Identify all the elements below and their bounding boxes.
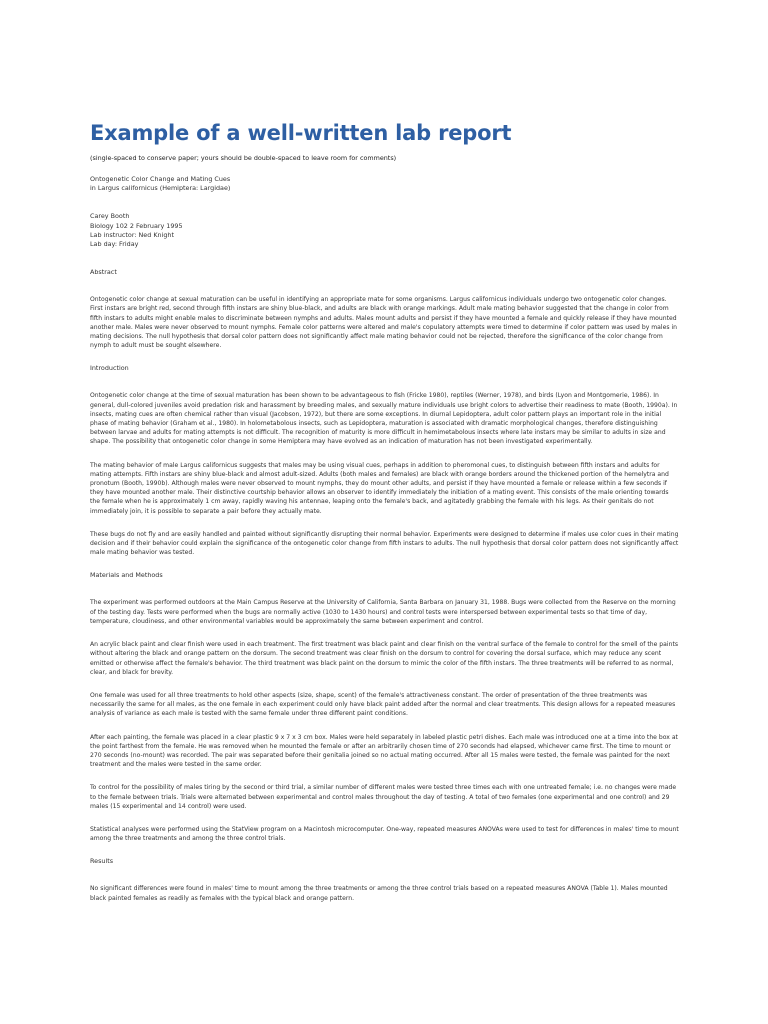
author-name: Carey Booth bbox=[90, 212, 130, 221]
page-title: Example of a well-written lab report bbox=[90, 121, 512, 145]
lab-instructor: Lab instructor: Ned Knight bbox=[90, 230, 174, 239]
results-paragraph: No significant differences were found in males' time to mount among the three treatments or among the three control trials based on a repeated measures ANOVA (Table 1). Males mounted black painted females as readily as females with the typical black and orange pattern. bbox=[90, 885, 668, 902]
methods-paragraph: An acrylic black paint and clear finish were used in each treatment. The first treatment was black paint and clear finish on the ventral surface of the female to control for the smell of the paints without altering the black and orange pattern on the dorsum. The second treatment was clear finish on the dorsum to control for covering the dorsal surface, which may reduce any scent emitted or otherwise affect the female's behavior. The third treatment was black paint on the dorsum to mimic the color of the fifth instars. The three treatments will be referred to as normal, clear, and black for brevity. bbox=[90, 641, 679, 676]
results-heading: Results bbox=[90, 857, 114, 866]
introduction-paragraph: These bugs do not fly and are easily handled and painted without significantly disrupting their normal behavior. Experiments were designed to determine if males use color cues in their mating decision and if their behavior could explain the significance of the ontogenetic color change from fifth instars to adults. The null hypothesis that dorsal color pattern does not significantly affect male mating behavior was tested. bbox=[90, 530, 679, 557]
introduction-paragraph: Ontogenetic color change at the time of sexual maturation has been shown to be advantageous to fish (Fricke 1980), reptiles (Werner, 1978), and birds (Lyon and Montgomerie, 1986). In general, dull-colored juveniles avoid predation risk and harassment by breeding males, and sexually mature individuals use bright colors to advertise their readiness to mate (Booth, 1990a). In insects, mating cues are often chemical rather than visual (Jacobson, 1972), but there are some exceptions. In diurnal Lepidoptera, adult color pattern plays an important role in the initial phase of mating behavior (Graham et al., 1980). In holometabolous insects, such as Lepidoptera, maturation is associated with dramatic morphological changes, therefore distinguishing between larvae and adults for mating attempts is not difficult. The recognition of maturity is more difficult in hemimetabolous insects where late instars may be similar to adults in size and shape. The possibility that ontogenetic color change in some Hemiptera may have evolved as an indication of maturation has not been investigated experimentally. bbox=[90, 392, 678, 446]
author-info-block bbox=[90, 212, 680, 249]
spacing-note: (single-spaced to conserve paper; yours should be double-spaced to leave room for comments) bbox=[90, 154, 397, 162]
methods-heading: Materials and Methods bbox=[90, 571, 163, 580]
lab-day: Lab day: Friday bbox=[90, 240, 139, 249]
methods-paragraph: To control for the possibility of males tiring by the second or third trial, a similar number of different males were tested three times each with one untreated female; i.e. no changes were made to the female between trials. Trials were alternated between experimental and control males throughout the day of testing. A total of two females (one experimental and one control) and 29 males (15 experimental and 14 control) were used. bbox=[90, 784, 677, 810]
report-title-line: Ontogenetic Color Change and Mating Cues bbox=[90, 175, 231, 183]
lab-report bbox=[90, 118, 680, 917]
methods-paragraph: One female was used for all three treatments to hold other aspects (size, shape, scent) of the female's attractiveness constant. The order of presentation of the three treatments was necessarily the same for all males, as the one female in each experiment could only have black paint added after the normal and clear treatments. This design allows for a repeated measures analysis of variance as each male is tested with the same female under three different paint conditions. bbox=[90, 691, 676, 718]
introduction-heading: Introduction bbox=[90, 364, 129, 373]
methods-paragraph: Statistical analyses were performed using the StatView program on a Macintosh microcomputer. One-way, repeated measures ANOVAs were used to test for differences in males' time to mount among the three treatments and among the three control trials. bbox=[90, 825, 679, 843]
methods-paragraph: After each painting, the female was placed in a clear plastic 9 x 7 x 3 cm box. Males were held separately in labeled plastic petri dishes. Each male was introduced one at a time into the box at the point farthest from the female. He was removed when he mounted the female or after an arbitrarily chosen time of 270 seconds had elapsed, whichever came first. The time to mount or 270 seconds (no-mount) was recorded. The pair was separated before their genitalia joined so no actual mating occurred. After all 15 males were tested, the female was painted for the next treatment and the males were tested in the same order. bbox=[90, 733, 678, 769]
abstract-paragraph: Ontogenetic color change at sexual maturation can be useful in identifying an appropriate mate for some organisms. Largus californicus individuals undergo two ontogenetic color changes. First instars are bright red, second through fifth instars are shiny blue-black, and adults are black with orange markings. Adult male mating behavior suggested that the change in color from fifth instars to adults might enable males to discriminate between nymphs and adults. Males mount adults and persist if they have mounted a female and quickly release if they have mounted another male. Males were never observed to mount nymphs. Female color patterns were altered and male's copulatory attempts were timed to determine if color pattern was used by males in mating decisions. The null hypothesis that dorsal color pattern does not significantly affect male mating behavior could not be rejected, therefore the significance of the color change from nymph to adult must be sought elsewhere. bbox=[90, 296, 678, 350]
course-date: Biology 102 2 February 1995 bbox=[90, 221, 183, 230]
methods-paragraph: The experiment was performed outdoors at the Main Campus Reserve at the University of California, Santa Barbara on January 31, 1988. Bugs were collected from the Reserve on the morning of the testing day. Tests were performed when the bugs are normally active (1030 to 1430 hours) and control tests were interspersed between experimental tests so that time of day, temperature, cloudiness, and other environmental variables would be approximately the same between experiment and control. bbox=[90, 599, 676, 625]
report-title-block bbox=[90, 175, 680, 193]
introduction-paragraph: The mating behavior of male Largus californicus suggests that males may be using visual cues, perhaps in addition to pheromonal cues, to distinguish between fifth instars and adults for mating attempts. Fifth instars are shiny blue-black and almost adult-sized. Adults (both males and females) are black with orange borders around the thickened portion of the hemelytra and pronotum (Booth, 1990b). Although males were never observed to mount nymphs, they do mount other adults, and persist if they have mounted a female or release within a few seconds if they have mounted another male. Their distinctive courtship behavior allows an observer to identify immediately the initiation of a mating event. This consists of the male orienting towards the female when he is approximately 1 cm away, rapidly waving his antennae, leaping onto the female's back, and agitatedly grabbing the female with his legs. As their genitals do not immediately join, it is possible to separate a pair before they actually mate. bbox=[90, 461, 669, 515]
abstract-heading: Abstract bbox=[90, 268, 117, 277]
report-title-line: in Largus californicus (Hemiptera: Largidae) bbox=[90, 184, 231, 193]
